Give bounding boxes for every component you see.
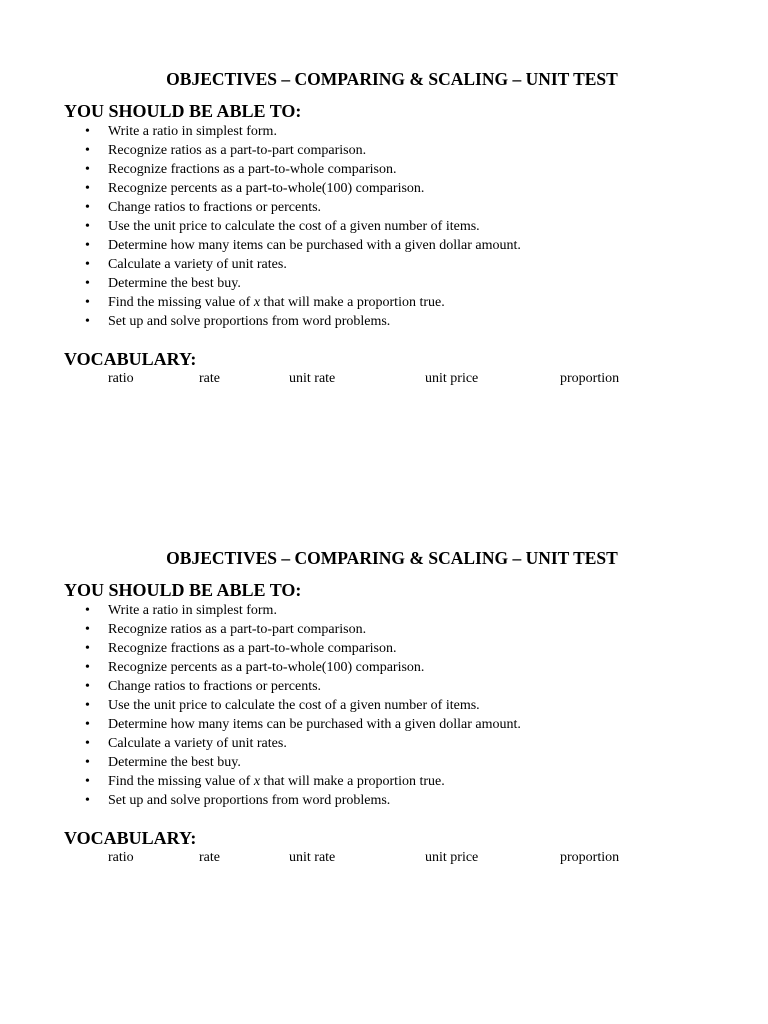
objective-item: • Write a ratio in simplest form. (85, 603, 277, 618)
objective-item: • Find the missing value of x that will make a proportion true. (85, 774, 445, 789)
vocabulary-term: ratio (108, 850, 134, 865)
objective-item: • Calculate a variety of unit rates. (85, 736, 287, 751)
vocabulary-term: unit rate (289, 371, 336, 386)
bullet-icon: • (85, 314, 90, 329)
vocabulary-term: rate (199, 371, 220, 386)
objective-item: • Recognize fractions as a part-to-whole comparison. (85, 162, 397, 177)
objective-item: • Use the unit price to calculate the cost of a given number of items. (85, 698, 480, 713)
bullet-icon: • (85, 774, 90, 789)
vocabulary-term: unit price (425, 850, 479, 865)
objective-item: • Use the unit price to calculate the cost of a given number of items. (85, 219, 480, 234)
vocabulary-term: ratio (108, 371, 134, 386)
objective-item: • Calculate a variety of unit rates. (85, 257, 287, 272)
bullet-icon: • (85, 143, 90, 158)
bullet-icon: • (85, 162, 90, 177)
objective-item: • Determine how many items can be purchased with a given dollar amount. (85, 238, 521, 253)
vocabulary-term: proportion (560, 850, 620, 865)
vocabulary-list (0, 849, 768, 869)
objectives-heading: YOU SHOULD BE ABLE TO: (64, 580, 302, 600)
bullet-icon: • (85, 679, 90, 694)
objective-item: • Find the missing value of x that will make a proportion true. (85, 295, 445, 310)
bullet-icon: • (85, 238, 90, 253)
objective-item: • Determine the best buy. (85, 276, 241, 291)
bullet-icon: • (85, 660, 90, 675)
objective-item: • Set up and solve proportions from word problems. (85, 314, 391, 329)
objective-item: • Set up and solve proportions from word problems. (85, 793, 391, 808)
objectives-list (64, 122, 521, 331)
objective-item: • Determine the best buy. (85, 755, 241, 770)
bullet-icon: • (85, 181, 90, 196)
objective-item: • Change ratios to fractions or percents. (85, 679, 322, 694)
document-title: OBJECTIVES – COMPARING & SCALING – UNIT TEST (166, 69, 618, 89)
document-title: OBJECTIVES – COMPARING & SCALING – UNIT TEST (166, 548, 618, 568)
bullet-icon: • (85, 736, 90, 751)
objective-item: • Recognize percents as a part-to-whole(100) comparison. (85, 181, 425, 196)
bullet-icon: • (85, 219, 90, 234)
vocabulary-heading: VOCABULARY: (64, 828, 197, 848)
bullet-icon: • (85, 276, 90, 291)
vocabulary-heading: VOCABULARY: (64, 349, 197, 369)
bullet-icon: • (85, 200, 90, 215)
objectives-heading: YOU SHOULD BE ABLE TO: (64, 101, 302, 121)
objective-item: • Recognize percents as a part-to-whole(100) comparison. (85, 660, 425, 675)
objective-item: • Write a ratio in simplest form. (85, 124, 277, 139)
vocabulary-term: proportion (560, 371, 620, 386)
objective-item: • Change ratios to fractions or percents. (85, 200, 322, 215)
vocabulary-term: rate (199, 850, 220, 865)
bullet-icon: • (85, 793, 90, 808)
objective-item: • Recognize fractions as a part-to-whole comparison. (85, 641, 397, 656)
bullet-icon: • (85, 124, 90, 139)
vocabulary-list (0, 370, 768, 390)
bullet-icon: • (85, 622, 90, 637)
vocabulary-term: unit price (425, 371, 479, 386)
objective-item: • Recognize ratios as a part-to-part comparison. (85, 622, 367, 637)
objectives-list (64, 601, 521, 810)
bullet-icon: • (85, 257, 90, 272)
objectives-section-1 (0, 66, 768, 386)
objective-item: • Recognize ratios as a part-to-part comparison. (85, 143, 367, 158)
objective-item: • Determine how many items can be purchased with a given dollar amount. (85, 717, 521, 732)
vocabulary-term: unit rate (289, 850, 336, 865)
bullet-icon: • (85, 295, 90, 310)
bullet-icon: • (85, 698, 90, 713)
bullet-icon: • (85, 755, 90, 770)
bullet-icon: • (85, 641, 90, 656)
bullet-icon: • (85, 717, 90, 732)
objectives-section-2 (0, 545, 768, 865)
bullet-icon: • (85, 603, 90, 618)
